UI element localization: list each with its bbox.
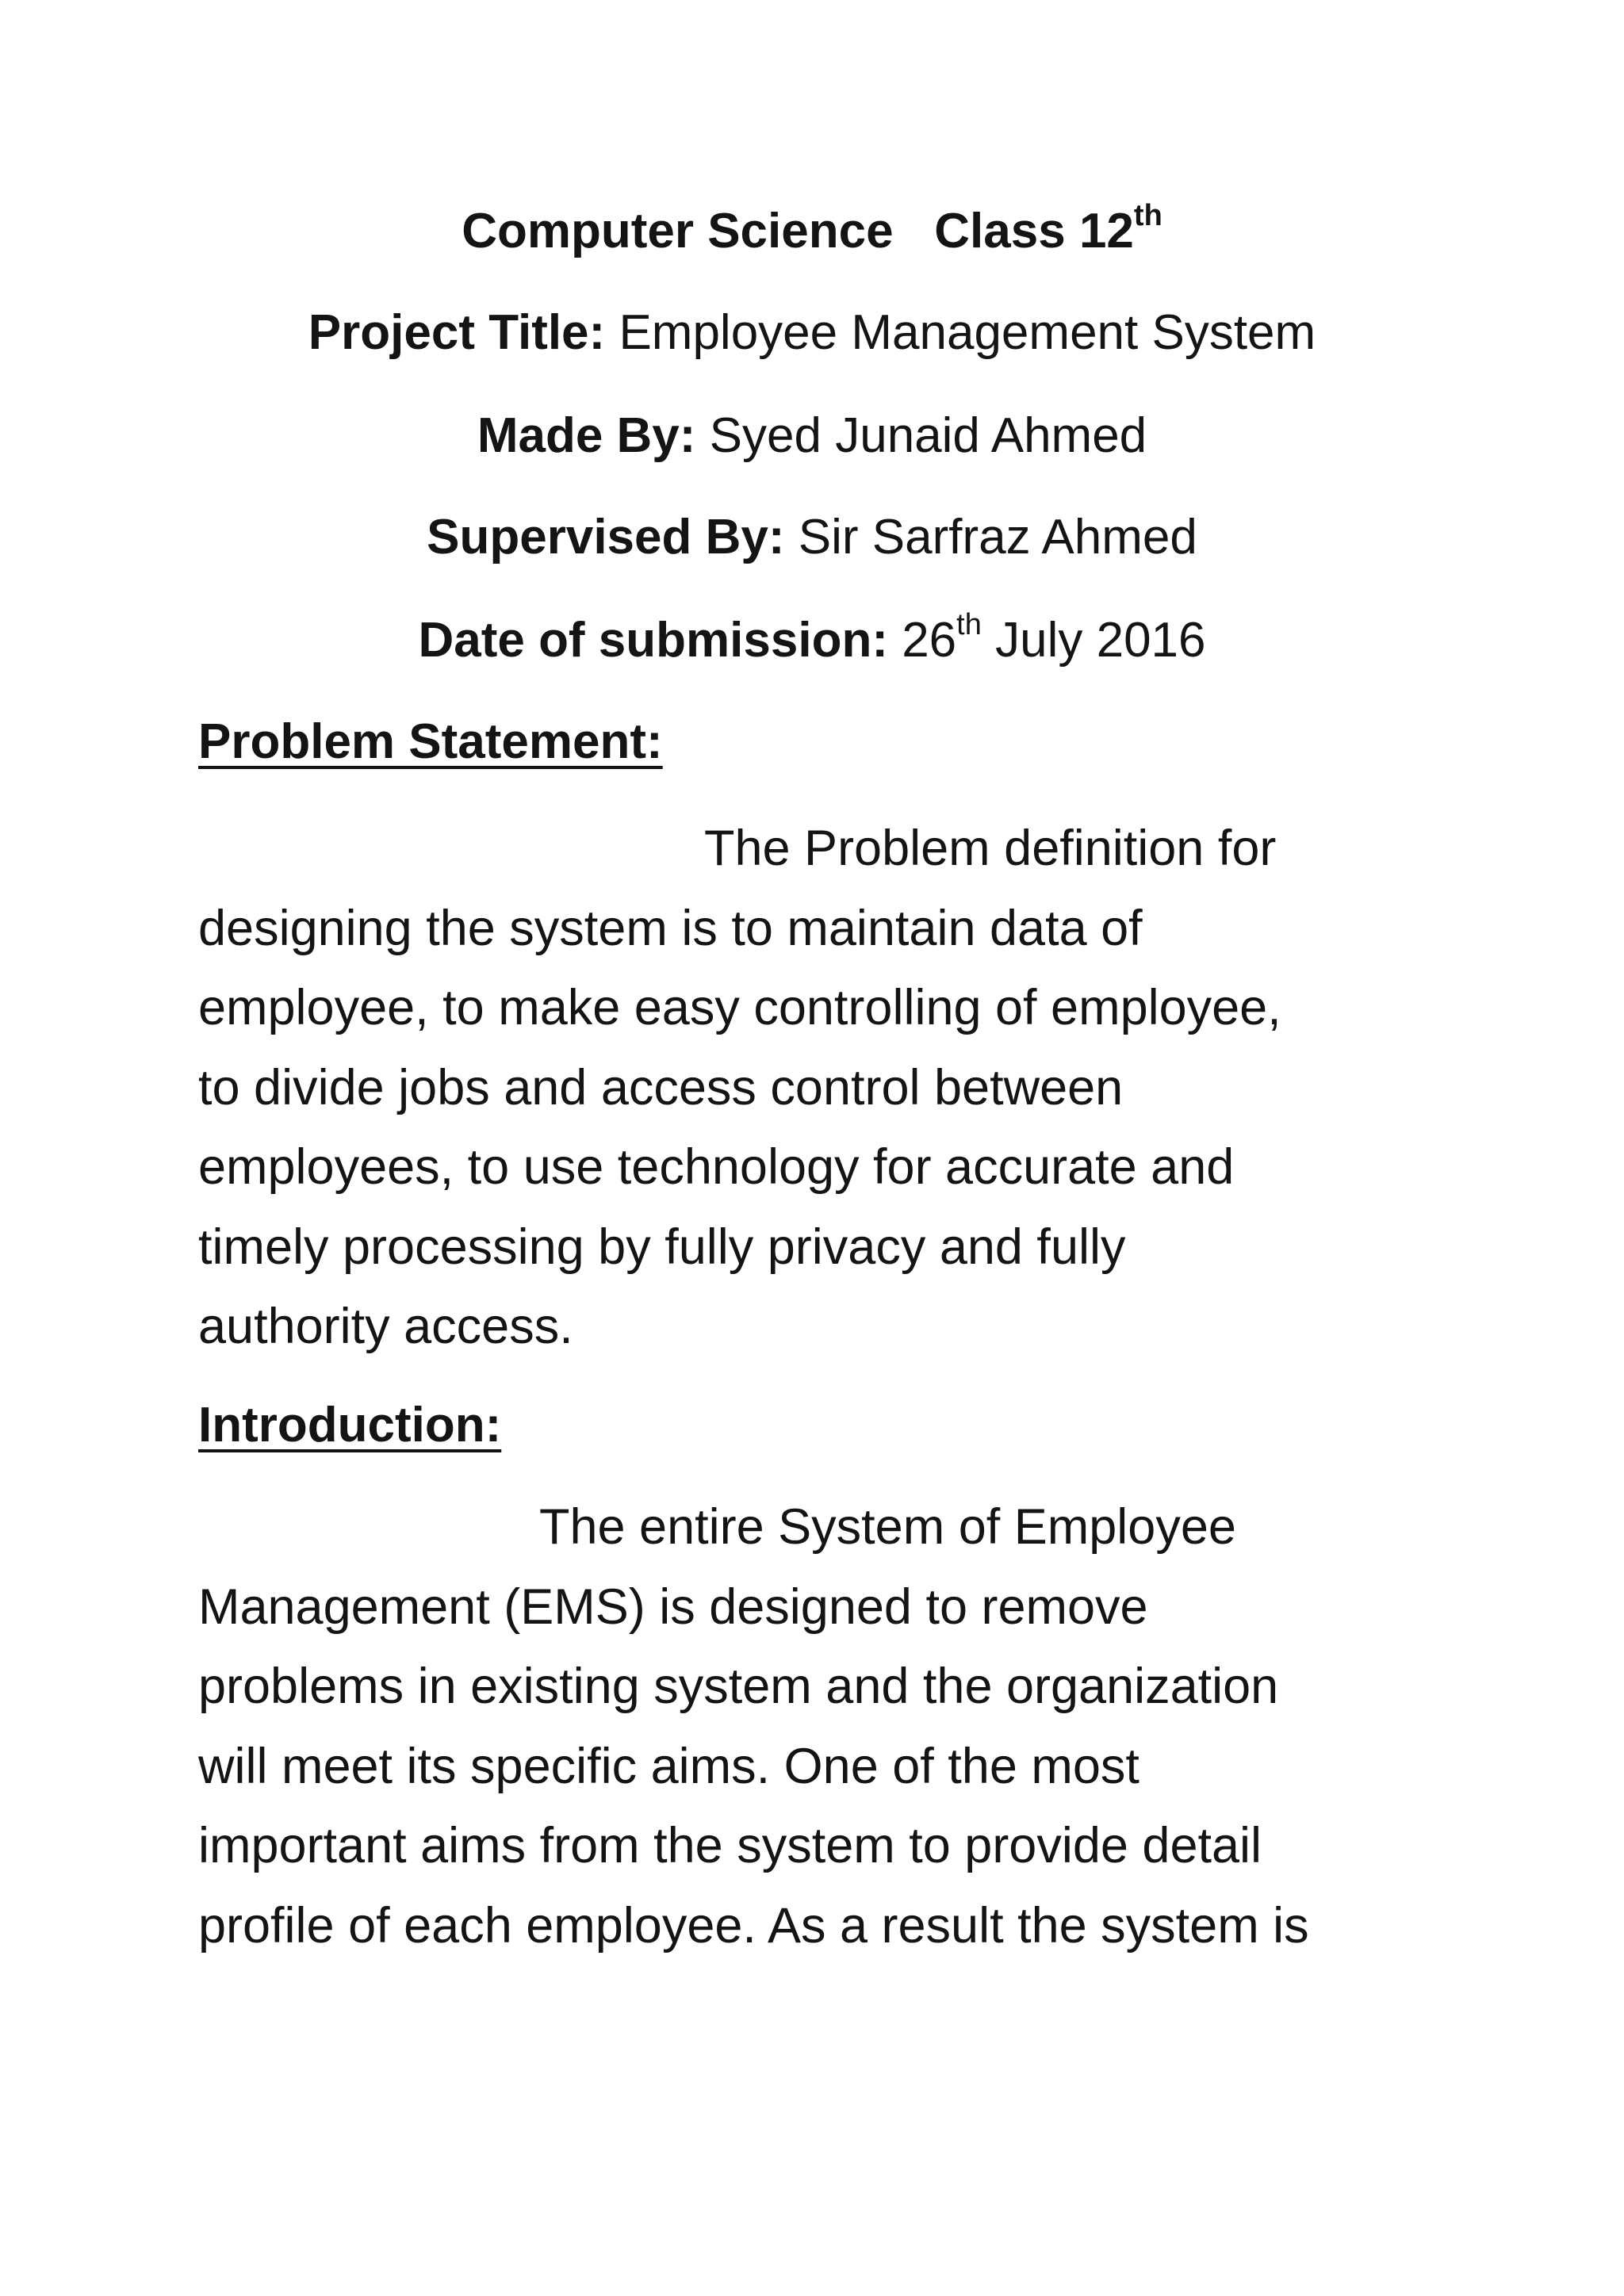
class-superscript: th: [1133, 199, 1162, 232]
paragraph-line: timely processing by fully privacy and fully: [198, 1219, 1126, 1275]
supervised-by-line: [0, 506, 1624, 569]
made-by-value: Syed Junaid Ahmed: [709, 408, 1147, 463]
supervised-by-value: Sir Sarfraz Ahmed: [798, 510, 1197, 564]
submission-date-day: 26: [902, 613, 957, 668]
paragraph-line: problems in existing system and the organization: [198, 1659, 1279, 1714]
paragraph-line: employee, to make easy controlling of employee,: [198, 980, 1281, 1035]
supervised-by-label: Supervised By:: [427, 510, 785, 564]
problem-statement-paragraph: [198, 809, 1435, 1367]
submission-date-label: Date of submission:: [418, 613, 888, 668]
subject-line: [0, 200, 1624, 263]
project-title-line: [0, 301, 1624, 365]
paragraph-line: authority access.: [198, 1299, 573, 1354]
paragraph-line: profile of each employee. As a result the system is: [198, 1897, 1309, 1954]
class-label: Class 12: [934, 204, 1134, 258]
submission-date-superscript: th: [956, 608, 982, 641]
subject-text: Computer Science: [462, 204, 894, 258]
paragraph-line: designing the system is to maintain data of: [198, 900, 1143, 956]
paragraph-line: employees, to use technology for accurate and: [198, 1139, 1235, 1195]
project-title-label: Project Title:: [308, 305, 606, 360]
introduction-paragraph: [198, 1487, 1435, 1965]
paragraph-line: to divide jobs and access control between: [198, 1059, 1124, 1115]
made-by-line: [0, 404, 1624, 468]
problem-statement-heading: Problem Statement:: [198, 714, 663, 769]
paragraph-line: important aims from the system to provide detail: [198, 1818, 1262, 1873]
paragraph-line: The entire System of Employee: [539, 1499, 1236, 1555]
paragraph-line: Management (EMS) is designed to remove: [198, 1578, 1148, 1635]
introduction-heading: Introduction:: [198, 1398, 502, 1452]
made-by-label: Made By:: [477, 408, 696, 463]
paragraph-line: will meet its specific aims. One of the most: [198, 1738, 1139, 1794]
project-title-value: Employee Management System: [619, 305, 1316, 360]
submission-date-rest: July 2016: [995, 613, 1206, 668]
paragraph-line: The Problem definition for: [704, 821, 1277, 876]
submission-date-line: [0, 609, 1624, 672]
